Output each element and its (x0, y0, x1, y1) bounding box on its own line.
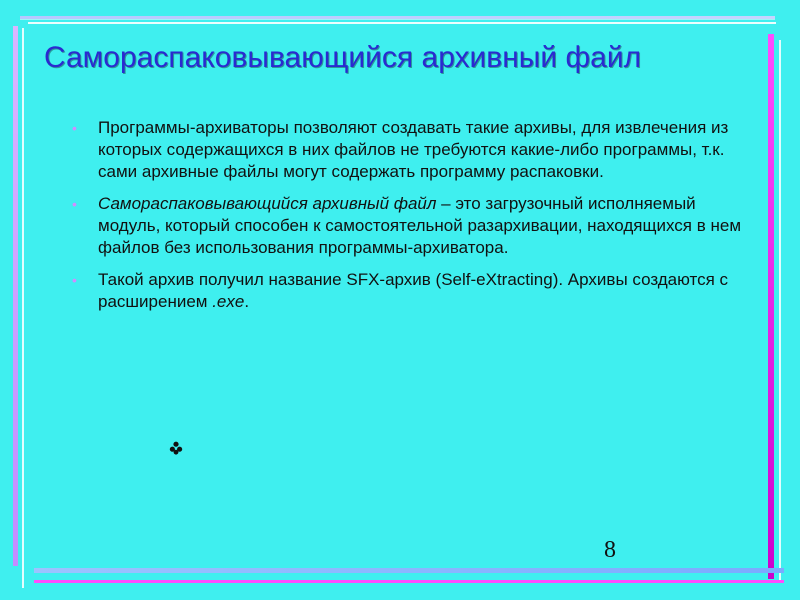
bullet-text: Такой архив получил название SFX-архив (Self-eXtracting). Архивы создаются с расширением (98, 270, 729, 311)
left-frame-highlight-line (22, 28, 24, 588)
bullet-text-end: . (244, 292, 250, 311)
bullet-emphasis-extension: .exe (212, 292, 245, 311)
flower-glyph-svg (169, 441, 183, 455)
bottom-frame-line (34, 568, 784, 573)
flower-glyph-icon (166, 438, 186, 458)
left-frame-line (13, 26, 18, 566)
bullet-list (72, 117, 752, 323)
bullet-item-2 (72, 193, 752, 259)
bottom-frame-accent-line (34, 580, 784, 583)
dot-bullet-icon: • (72, 120, 77, 136)
bullet-text: Программы-архиваторы позволяют создавать такие архивы, для извлечения из которых содержащихся в них файлов не требуются какие-либо программы, т.к. сами архивные файлы могут содержать программу распаковки. (98, 118, 729, 181)
dot-bullet-icon: • (72, 196, 77, 212)
right-frame-line (768, 34, 774, 579)
page-number: 8 (604, 537, 616, 563)
bullet-item-1 (72, 117, 752, 183)
top-frame-line (20, 16, 775, 19)
slide-title: Самораспаковывающийся архивный файл (44, 41, 642, 74)
top-frame-highlight-line (28, 22, 776, 24)
bullet-item-3 (72, 269, 752, 313)
bullet-emphasis-term: Самораспаковывающийся архивный файл (98, 194, 437, 213)
bullet-text: – это загрузочный исполняемый модуль, который способен к самостоятельной разархивации, находящихся в нем файлов без использования программы-архиватора. (98, 194, 742, 257)
dot-bullet-icon: • (72, 272, 77, 288)
right-frame-highlight-line (779, 40, 781, 580)
